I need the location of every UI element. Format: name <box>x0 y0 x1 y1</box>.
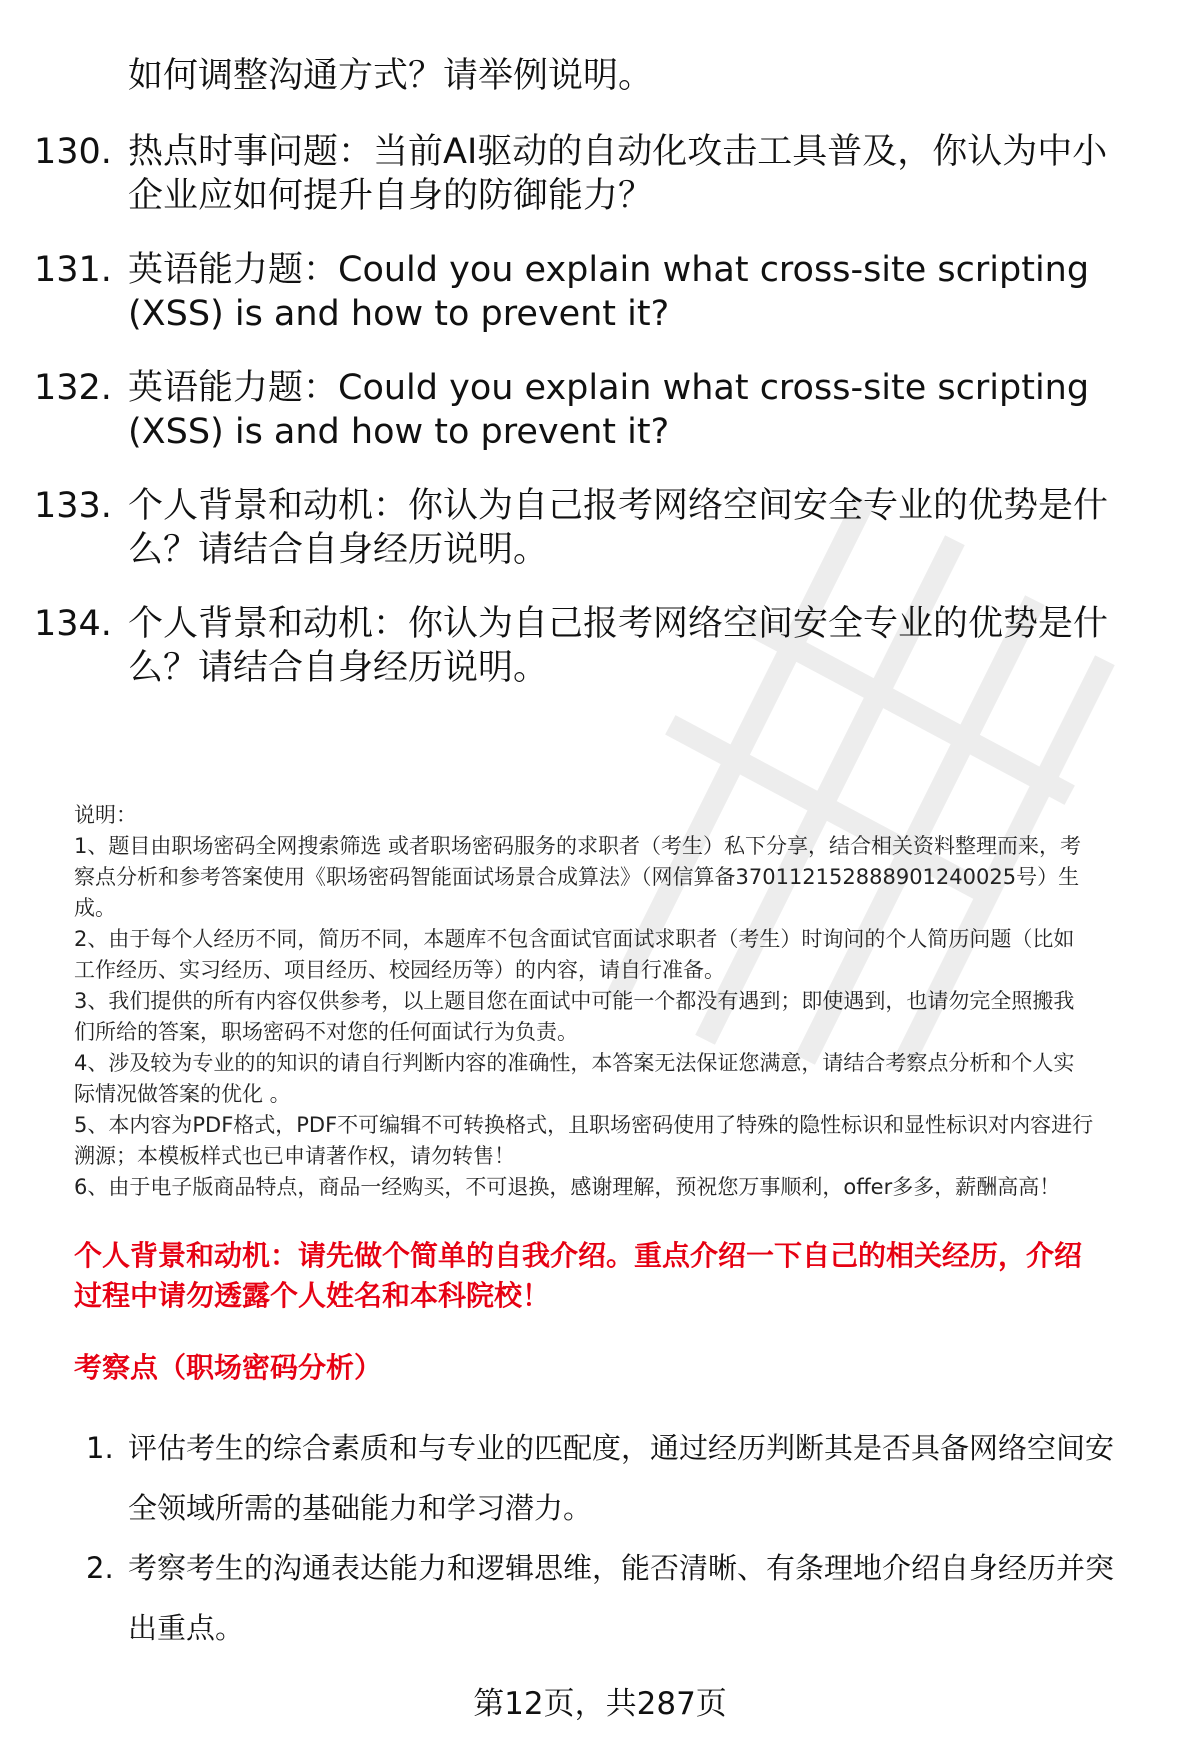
note-line: 际情况做答案的优化 。 <box>74 1082 291 1106</box>
note-line: 6、由于电子版商品特点，商品一经购买，不可退换，感谢理解，预祝您万事顺利，offer多多，薪酬高高！ <box>74 1175 1061 1199</box>
note-line: 3、我们提供的所有内容仅供参考，以上题目您在面试中可能一个都没有遇到；即使遇到，也请勿完全照搬我 <box>74 989 1075 1013</box>
point-number: 2. <box>86 1551 114 1585</box>
point-text-line: 评估考生的综合素质和与专业的匹配度，通过经历判断其是否具备网络空间安 <box>128 1431 1115 1465</box>
question-text-line: 企业应如何提升自身的防御能力？ <box>128 176 654 216</box>
question-text-line: 个人背景和动机：你认为自己报考网络空间安全专业的优势是什 <box>128 486 1109 526</box>
question-text-line: (XSS) is and how to prevent it? <box>128 412 670 452</box>
question-text-line: 个人背景和动机：你认为自己报考网络空间安全专业的优势是什 <box>128 604 1109 644</box>
notes-heading: 说明： <box>74 803 137 827</box>
question-text-line: 英语能力题：Could you explain what cross-site scripting <box>128 250 1090 290</box>
question-number: 131. <box>34 250 112 290</box>
notes-block <box>74 800 1164 1203</box>
note-line: 2、由于每个人经历不同，简历不同，本题库不包含面试官面试求职者（考生）时询问的个人简历问题（比如 <box>74 927 1075 951</box>
note-line: 成。 <box>74 896 116 920</box>
question-number: 134. <box>34 604 112 644</box>
question-text-line: 热点时事问题：当前AI驱动的自动化攻击工具普及，你认为中小 <box>128 132 1108 172</box>
point-text-line: 全领域所需的基础能力和学习潜力。 <box>128 1491 593 1525</box>
note-line: 们所给的答案，职场密码不对您的任何面试行为负责。 <box>74 1020 578 1044</box>
note-line: 溯源；本模板样式也已申请著作权，请勿转售！ <box>74 1144 515 1168</box>
note-line: 察点分析和参考答案使用《职场密码智能面试场景合成算法》（网信算备370112152888901240025号）生 <box>74 865 1080 889</box>
note-line: 4、涉及较为专业的的知识的请自行判断内容的准确性，本答案无法保证您满意，请结合考察点分析和个人实 <box>74 1051 1075 1075</box>
note-line: 5、本内容为PDF格式，PDF不可编辑不可转换格式，且职场密码使用了特殊的隐性标识和显性标识对内容进行 <box>74 1113 1094 1137</box>
note-line: 1、题目由职场密码全网搜索筛选 或者职场密码服务的求职者（考生）私下分享，结合相关资料整理而来，考 <box>74 834 1082 858</box>
note-line: 工作经历、实习经历、项目经历、校园经历等）的内容，请自行准备。 <box>74 958 725 982</box>
question-text-line: 英语能力题：Could you explain what cross-site scripting <box>128 368 1090 408</box>
point-text-line: 考察考生的沟通表达能力和逻辑思维，能否清晰、有条理地介绍自身经历并突 <box>128 1551 1115 1585</box>
analysis-title: 考察点（职场密码分析） <box>74 1351 383 1384</box>
question-number: 130. <box>34 132 112 172</box>
question-text-line: 么？请结合自身经历说明。 <box>128 648 549 688</box>
question-number: 132. <box>34 368 112 408</box>
point-text-line: 出重点。 <box>128 1611 245 1645</box>
question-text-line: (XSS) is and how to prevent it? <box>128 294 670 334</box>
current-question-line: 过程中请勿透露个人姓名和本科院校！ <box>74 1279 551 1312</box>
page-number-footer: 第12页，共287页 <box>473 1686 727 1722</box>
question-text-line: 么？请结合自身经历说明。 <box>128 530 549 570</box>
question-number: 133. <box>34 486 112 526</box>
point-number: 1. <box>86 1431 114 1465</box>
current-question-line: 个人背景和动机：请先做个简单的自我介绍。重点介绍一下自己的相关经历，介绍 <box>74 1239 1083 1272</box>
question-continued-line: 如何调整沟通方式？请举例说明。 <box>128 56 654 96</box>
